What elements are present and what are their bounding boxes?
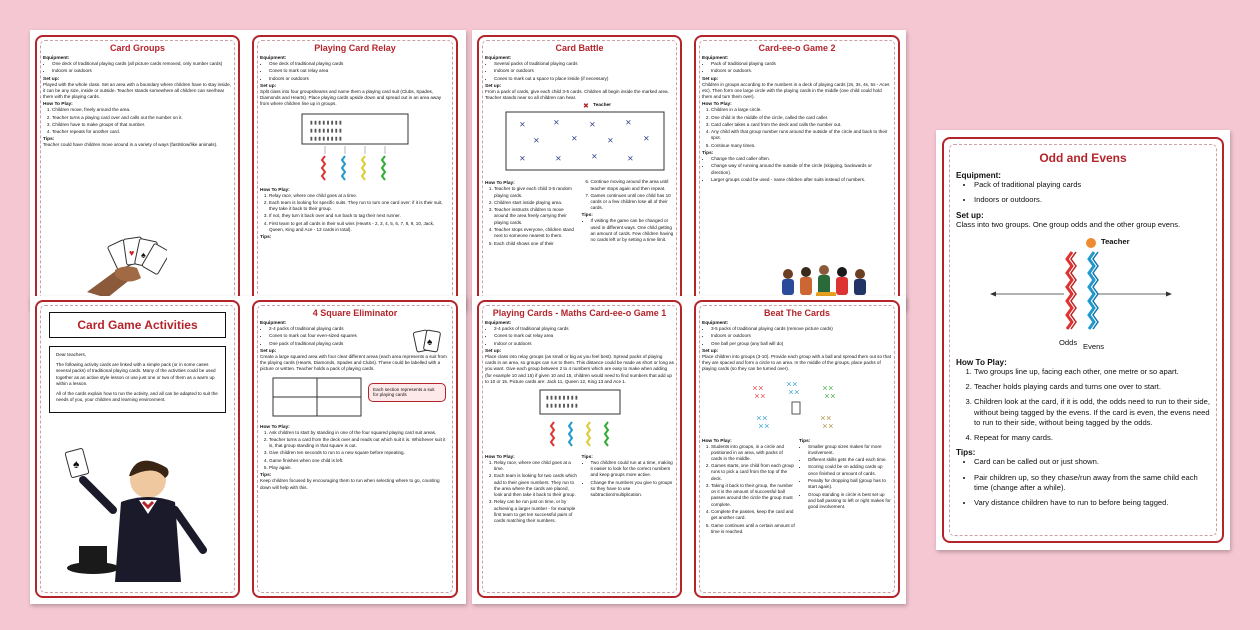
setup-label: Set up: — [260, 348, 277, 354]
svg-text:♠: ♠ — [141, 250, 146, 260]
svg-text:⨯⨯: ⨯⨯ — [822, 422, 834, 430]
svg-text:⨯: ⨯ — [607, 136, 614, 146]
tips-list — [702, 156, 892, 183]
list-item: • Smaller group sizes makes for more involvement. — [808, 444, 892, 456]
card-beat-the-cards — [694, 300, 900, 598]
setup-text: Place class into relay groups (as small or big as you feel best). Spread packs of playing cards in an area, so groups can run to them. This distance could be made as short or long as you want. Give each group between 2 to 4 numbers which are easy to make when adding (for example 10 and 15) if given 10 and 15, children would need to find numbers that add up to 10 or 15. Picture cards are: Jack 11, Queen 12, King 13 and Ace 1. — [485, 353, 674, 384]
list-item: • Group standing in circle is best set up and ball passing to left or right makes for good involvement. — [808, 492, 892, 511]
list-item: 6. Continue moving around the area until teacher stops again and then repeat. — [591, 179, 675, 191]
list-item: • One ball per group (any ball will do) — [711, 341, 892, 347]
list-item: 1. Two groups line up, facing each other, one metre or so apart. — [974, 367, 1210, 377]
svg-text:⨯: ⨯ — [533, 136, 540, 146]
list-item: • Change the card caller often. — [711, 156, 892, 162]
svg-text:⨯: ⨯ — [519, 154, 526, 164]
tips-list — [799, 444, 892, 511]
letter-paragraph: All of the cards explain how to run the activity, and all can be adapted to suit the needs of you, your children and learning environment. — [56, 390, 218, 403]
setup-label: Set up: — [260, 83, 277, 89]
list-item: 2. Children start inside playing area. — [494, 200, 578, 206]
howto-list-continued — [582, 179, 675, 211]
list-item: • 2-4 packs of traditional playing cards — [494, 326, 674, 332]
suit-callout: Each section represents a suit for playing cards — [368, 383, 446, 403]
howto-list — [260, 430, 450, 472]
list-item: • Indoors or outdoors — [711, 333, 892, 339]
beat-columns — [702, 437, 892, 537]
sheet-right — [936, 130, 1230, 550]
maths-relay-diagram — [520, 388, 640, 450]
list-item: • Indoors or outdoors — [494, 68, 674, 74]
battle-columns — [485, 179, 674, 248]
svg-text:⨯⨯: ⨯⨯ — [820, 414, 832, 422]
card-groups — [35, 35, 240, 310]
card-cardeeo-game-2 — [694, 35, 900, 310]
list-item: • Change way of running around the outside of the circle (skipping, backwards or direction). — [711, 163, 892, 175]
list-item: • Several packs of traditional playing cards — [494, 61, 674, 67]
equipment-list — [485, 326, 674, 347]
list-item: 4. Complete the passes, keep the card and get another card. — [711, 509, 795, 521]
list-item: • Pack of traditional playing cards — [974, 180, 1210, 190]
list-item: 4. Repeat for many cards. — [974, 433, 1210, 443]
list-item: • Cones to mark out a space to place inside (if necessary) — [494, 76, 674, 82]
list-item: 5. Continue many times. — [711, 143, 892, 149]
list-item: • Indoor or outdoors — [494, 341, 674, 347]
hand-with-cards-illustration — [77, 230, 167, 300]
svg-text:▮ ▮ ▮ ▮ ▮ ▮ ▮ ▮: ▮ ▮ ▮ ▮ ▮ ▮ ▮ ▮ — [310, 127, 342, 134]
list-item: • Penalty for dropping ball (group has to start again). — [808, 478, 892, 490]
tips-list — [582, 460, 675, 498]
equipment-label: Equipment: — [43, 56, 70, 61]
svg-text:▮ ▮ ▮ ▮ ▮ ▮ ▮ ▮: ▮ ▮ ▮ ▮ ▮ ▮ ▮ ▮ — [545, 402, 578, 409]
setup-text: Played with the whole class. Set an area with a boundary where children have to stay inside, it can be any size, inside or outside. Teacher stands somewhere all children can see/hear them with the playing cards. — [43, 81, 231, 99]
four-square-grid — [272, 377, 362, 417]
svg-text:▮ ▮ ▮ ▮ ▮ ▮ ▮ ▮: ▮ ▮ ▮ ▮ ▮ ▮ ▮ ▮ — [545, 394, 578, 401]
svg-text:♠: ♠ — [427, 337, 433, 348]
svg-text:⨯: ⨯ — [625, 118, 632, 128]
tips-label: Tips: — [581, 213, 593, 219]
list-item: • Indoors or outdoors — [269, 76, 450, 82]
svg-text:⨯: ⨯ — [555, 154, 562, 164]
teacher-label: Teacher — [1101, 236, 1130, 246]
card-title: Playing Card Relay — [314, 43, 396, 53]
howto-list — [43, 107, 232, 135]
odds-label: Odds — [1059, 337, 1078, 347]
list-item: 5. Game continues until a certain amount of time is reached. — [711, 523, 795, 535]
list-item: 3. Children have to make groups of that number. — [52, 122, 232, 128]
list-item: • Pair children up, so they chase/run away from the same child each time (change after a while). — [974, 473, 1210, 494]
equipment-list — [956, 180, 1210, 206]
list-item: 1. Teacher to give each child 3-5 random playing cards. — [494, 186, 578, 198]
howto-list — [956, 367, 1210, 444]
card-cover — [35, 300, 240, 598]
cover-letter — [49, 346, 226, 413]
list-item: 2. Games starts, one child from each group runs to pick a card from the top of the deck. — [711, 463, 795, 482]
list-item: 4. First team to get all cards in their suit wins (Hearts - 2, 3, 4, 5, 6, 7, 8, 9, 10, Jack, Queen, King and Ace - 13 cards in total). — [269, 221, 450, 233]
svg-text:▮ ▮ ▮ ▮ ▮ ▮ ▮ ▮: ▮ ▮ ▮ ▮ ▮ ▮ ▮ ▮ — [310, 135, 342, 142]
setup-label: Set up: — [485, 348, 502, 354]
svg-text:⨯: ⨯ — [589, 120, 596, 130]
list-item: 3. Teacher instructs children to move around the area freely carrying their playing cards. — [494, 207, 578, 226]
equipment-label: Equipment: — [956, 171, 1002, 180]
evens-label: Evens — [1083, 341, 1105, 351]
letter-greeting: Dear teachers, — [56, 352, 87, 357]
list-item: 2. Each team is looking for two cards which add to their given numbers. They run to the area where the cards are placed, look and then take it back to their group. — [494, 473, 578, 498]
howto-list — [702, 107, 892, 149]
battle-area — [505, 111, 665, 173]
list-item: 1. Children move, freely around the area. — [52, 107, 232, 113]
maths-columns — [485, 453, 674, 525]
magician-illustration — [53, 440, 223, 590]
card-title: Card Groups — [109, 43, 165, 53]
howto-list — [485, 460, 578, 524]
howto-label: How To Play: — [702, 102, 732, 108]
tips-label: Tips: — [581, 454, 593, 460]
four-square-diagram — [260, 377, 450, 421]
svg-text:⨯⨯: ⨯⨯ — [756, 414, 768, 422]
equipment-list — [702, 61, 892, 75]
relay-diagram — [280, 112, 430, 184]
svg-text:⨯⨯: ⨯⨯ — [786, 380, 798, 388]
card-title: 4 Square Eliminator — [312, 308, 398, 318]
svg-text:⨯: ⨯ — [519, 120, 526, 130]
list-item: • Cones to mark out relay area — [269, 68, 450, 74]
list-item: 2. One child in the middle of the circle, called the card caller. — [711, 115, 892, 121]
tips-text: Keep children focused by encouraging them to run when selecting where to go, counting down will help with this. — [260, 478, 440, 490]
setup-text: Place children into groups (3-10). Provide each group with a ball and spread them out so that they are spaced and form a circle to an area. In the middle of the groups, place packs of playing cards (so they can be turned over). — [702, 353, 891, 372]
card-title: Playing Cards - Maths Card-ee-o Game 1 — [492, 308, 667, 318]
tips-label: Tips: — [702, 151, 714, 156]
tips-label: Tips: — [260, 235, 272, 241]
howto-label: How To Play: — [485, 454, 515, 460]
odds-evens-lines — [956, 248, 1206, 338]
list-item: • Vary distance children have to run to before being tagged. — [974, 498, 1210, 508]
list-item: 1. Relay race, where one child goes at a time. — [269, 193, 450, 199]
equipment-label: Equipment: — [485, 321, 512, 326]
list-item: • Indoors or outdoors — [52, 68, 232, 74]
list-item: 4. Game finishes when one child is left. — [269, 458, 450, 464]
card-battle — [477, 35, 682, 310]
list-item: 2. Teacher turns a playing card over and calls out the number on it. — [52, 115, 232, 121]
battle-diagram — [485, 103, 674, 177]
card-odd-and-evens — [942, 137, 1224, 543]
list-item: 2. Teacher turns a card from the deck over and reads out which suit it is. Whichever suit it is, that group standing in that square is out. — [269, 437, 450, 449]
tips-label: Tips: — [799, 438, 811, 444]
setup-label: Set up: — [485, 83, 502, 89]
list-item: 4. Teacher stops everyone, children stand next to someone nearest to them. — [494, 227, 578, 239]
list-item: • 3-5 packs of traditional playing cards (remove picture cards) — [711, 326, 892, 332]
svg-text:⨯⨯: ⨯⨯ — [822, 384, 834, 392]
svg-text:♠: ♠ — [73, 457, 80, 471]
teacher-icon: ✖ — [583, 103, 589, 111]
equipment-list — [260, 61, 450, 82]
howto-list — [260, 193, 450, 234]
odds-evens-diagram — [956, 234, 1210, 352]
card-title: Odd and Evens — [1039, 151, 1127, 165]
list-item: 3. If not, they turn it back over and run back to tag their next runner. — [269, 213, 450, 219]
list-item: • Cones to mark out four even-sized squares — [269, 333, 400, 339]
card-four-square-eliminator — [252, 300, 458, 598]
tips-list — [582, 218, 675, 243]
setup-text: Children in groups according to the numbers in a deck of playing cards (2s, 3s, 4s, 5s - Aces etc). Then form one large circle with the playing cards in the middle (one child could hold them and turn them over). — [702, 81, 890, 99]
list-item: 3. Children look at the card, if it is odd, the odds need to run to their side, without being tagged by the evens. If the card is even, the evens need to run to their side, without being tagged by the odds. — [974, 397, 1210, 428]
sheet-bottom-middle — [472, 296, 906, 604]
list-item: 2. Each team is looking for specific suits. They run to turn one card over: if it is their suit, they take it back to their group. — [269, 200, 450, 212]
sheet-top-left — [30, 30, 466, 310]
sheet-bottom-left — [30, 296, 466, 604]
list-item: • Change the numbers you give to groups so they have to use subtraction/multiplication. — [591, 480, 675, 499]
tips-label: Tips: — [43, 137, 55, 143]
howto-label: How To Play: — [260, 187, 290, 193]
howto-label: How To Play: — [260, 424, 290, 430]
list-item: • Cones to mark out relay area — [494, 333, 674, 339]
list-item: • Pack of traditional playing cards — [711, 61, 892, 67]
list-item: • Scoring could be on adding cards up once finished or amount of cards. — [808, 464, 892, 476]
howto-label: How To Play: — [702, 438, 732, 444]
card-maths-cardeeo-game-1 — [477, 300, 682, 598]
list-item: 1. Children in a large circle. — [711, 107, 892, 113]
howto-list — [485, 186, 578, 246]
card-title: Card-ee-o Game 2 — [758, 43, 836, 53]
setup-text: From a pack of cards, give each child 3-5 cards. Children all begin inside the marked area. Teacher stands near so all children can hear. — [485, 88, 669, 101]
teacher-label: Teacher — [593, 103, 612, 109]
svg-text:⨯⨯: ⨯⨯ — [788, 388, 800, 396]
list-item: 3. Relay can be run just on time, or by achieving a larger number - for example first team to get ten successful pairs of cards matching their numbers. — [494, 499, 578, 524]
equipment-list — [43, 61, 232, 75]
equipment-label: Equipment: — [485, 56, 512, 61]
setup-label: Set up: — [956, 210, 984, 220]
howto-label: How To Play: — [485, 181, 515, 187]
tips-list — [956, 457, 1210, 508]
svg-text:⨯: ⨯ — [553, 118, 560, 128]
equipment-label: Equipment: — [260, 56, 287, 61]
sheet-top-middle — [472, 30, 906, 310]
list-item: 1. Ask children to start by standing in one of the four squared playing card suit areas. — [269, 430, 450, 436]
list-item: 5. Play again. — [269, 465, 450, 471]
list-item: • One pack of traditional playing cards — [269, 341, 400, 347]
list-item: 3. Card caller takes a card from the deck and calls the number out. — [711, 122, 892, 128]
tips-text: Teacher could have children move around in a variety of ways (fast/slow/like animals). — [43, 142, 218, 148]
list-item: • Card can be called out or just shown. — [974, 457, 1210, 467]
svg-text:⨯: ⨯ — [591, 152, 598, 162]
setup-label: Set up: — [702, 348, 719, 354]
equipment-list — [260, 326, 400, 347]
groups-diagram — [742, 376, 852, 434]
list-item: 2. Teacher holds playing cards and turns one over to start. — [974, 382, 1210, 392]
setup-label: Set up: — [702, 76, 719, 82]
setup-text: Split class into four groups/teams and name them a playing card suit (Clubs, Spades, Diamonds and Hearts). Place playing cards upside down and spread out in an area away from where children line up in groups. — [260, 88, 442, 107]
svg-text:⨯: ⨯ — [627, 154, 634, 164]
card-title: Card Battle — [555, 43, 604, 53]
letter-paragraph: The following activity cards are linked with a simple pack (or in some cases several packs) of traditional playing cards. Many of the activities could be used together as an active style lesson or use just one or two of them as a warm up within a lesson. — [56, 362, 216, 386]
list-item: • Larger groups could be used - name children after suits instead of numbers. — [711, 177, 892, 183]
cover-title: Card Game Activities — [49, 312, 226, 338]
list-item: • Two children could run at a time, making it easier to look for the correct numbers and keep groups more active. — [591, 460, 675, 479]
list-item: • Indoors or outdoors. — [974, 195, 1210, 205]
howto-label: How To Play: — [43, 102, 73, 108]
svg-text:⨯: ⨯ — [643, 134, 650, 144]
teacher-icon — [1086, 238, 1096, 248]
list-item: 4. Teacher repeats for another card. — [52, 129, 232, 135]
tips-label: Tips: — [956, 448, 976, 458]
card-playing-card-relay — [252, 35, 458, 310]
list-item: • One deck of traditional playing cards — [269, 61, 450, 67]
list-item: 3. Give children ten seconds to run to a new square before repeating. — [269, 450, 450, 456]
howto-list — [702, 444, 795, 535]
svg-text:♥: ♥ — [129, 248, 135, 258]
list-item: 7. Games continues until one child has 10 cards or a few children lose all of their cards. — [591, 193, 675, 212]
svg-text:⨯⨯: ⨯⨯ — [824, 392, 836, 400]
svg-text:▮ ▮ ▮ ▮ ▮ ▮ ▮ ▮: ▮ ▮ ▮ ▮ ▮ ▮ ▮ ▮ — [310, 119, 342, 126]
list-item: 1. Relay race, where one child goes at a time. — [494, 460, 578, 472]
list-item: 3. Taking it back to their group, the number on it is the amount of successful ball passes around the circle the group must complete. — [711, 483, 795, 508]
list-item: • 2-4 packs of traditional playing cards — [269, 326, 400, 332]
setup-text: Class into two groups. One group odds and the other group evens. — [956, 219, 1181, 229]
equipment-label: Equipment: — [260, 321, 287, 326]
svg-text:⨯⨯: ⨯⨯ — [752, 384, 764, 392]
list-item: • Different skills gets the card each time. — [808, 457, 892, 463]
svg-text:⨯: ⨯ — [571, 134, 578, 144]
list-item: 4. Any child with that group number runs around the outside of the circle and back to their spot. — [711, 129, 892, 141]
equipment-label: Equipment: — [702, 321, 729, 326]
setup-label: Set up: — [43, 76, 60, 82]
playing-cards-icon — [412, 328, 442, 354]
svg-text:⨯⨯: ⨯⨯ — [754, 392, 766, 400]
list-item: • Indoors or outdoors. — [711, 68, 892, 74]
svg-text:⨯⨯: ⨯⨯ — [758, 422, 770, 430]
card-title: Beat The Cards — [763, 308, 831, 318]
equipment-list — [485, 61, 674, 82]
equipment-label: Equipment: — [702, 56, 729, 61]
list-item: 1. Students into groups, in a circle and positioned in an area, with packs of cards in the middle. — [711, 444, 795, 463]
list-item: • If visiting the game can be changed or used in different ways. One child getting an amount of cards. Few children having no cards left or by setting a time limit. — [591, 218, 675, 243]
setup-text: Create a large squared area with four clear different areas (each area represents a suit from the playing cards (Hearts, Diamonds, Spades and Clubs). These could be labelled with a picture or written. Teacher holds a pack of playing cards. — [260, 353, 447, 372]
list-item: 5. Each child shows one of their — [494, 241, 578, 247]
list-item: • One deck of traditional playing cards (all picture cards removed, only number cards) — [52, 61, 232, 67]
equipment-list — [702, 326, 892, 347]
howto-label: How To Play: — [956, 357, 1007, 367]
tips-label: Tips: — [260, 473, 272, 479]
